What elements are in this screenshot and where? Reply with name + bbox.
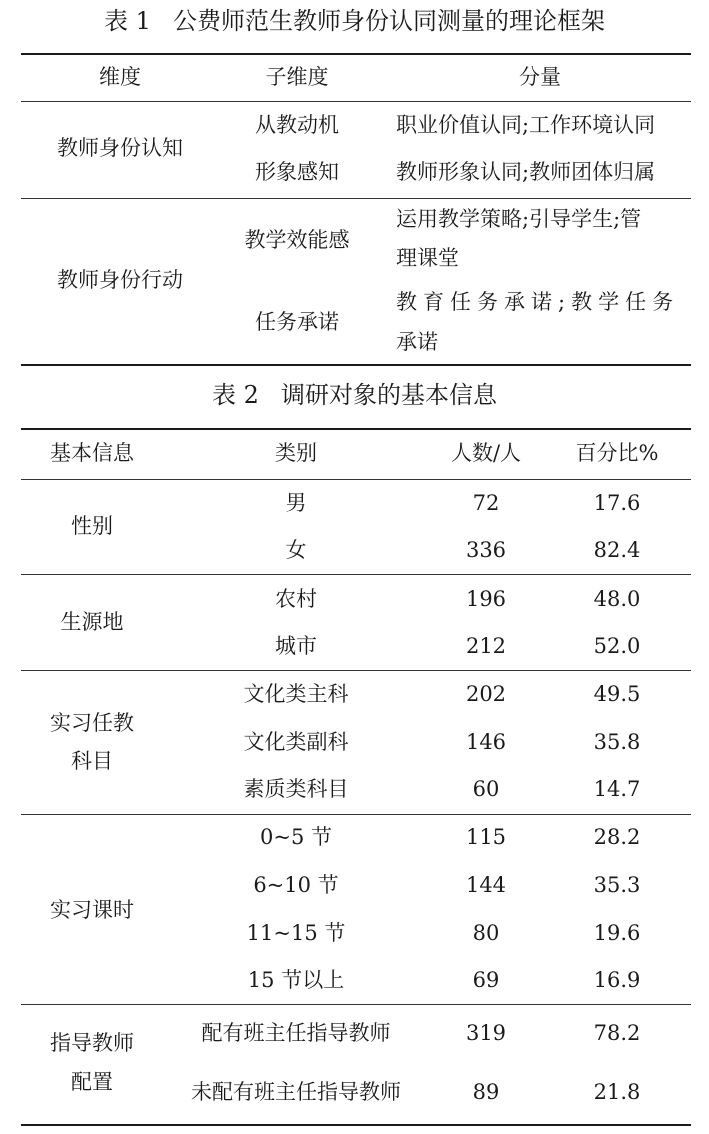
- table2-category: 文化类主科: [243, 682, 349, 706]
- table1-component-motivation: 职业价值认同;工作环境认同: [396, 113, 656, 137]
- table2-count: 69: [472, 968, 500, 992]
- table2-header-category: 类别: [275, 441, 317, 465]
- table2-count: 202: [465, 682, 507, 706]
- table2-category: 城市: [275, 634, 317, 658]
- table2-count: 336: [465, 538, 507, 562]
- table2-count: 212: [465, 634, 507, 658]
- table2-info-mentor-line2: 配置: [71, 1070, 113, 1094]
- table2-percent: 82.4: [593, 538, 641, 562]
- table1-header-dimension: 维度: [99, 65, 141, 89]
- table2-count: 196: [465, 587, 507, 611]
- table2-percent: 48.0: [593, 587, 641, 611]
- table1-sub-motivation: 从教动机: [255, 113, 339, 137]
- table2-group-rule: [21, 670, 691, 671]
- table2-count: 319: [465, 1021, 507, 1045]
- table2-info-gender: 性别: [71, 514, 113, 538]
- table2-category: 0~5 节: [260, 825, 332, 849]
- table1-caption: [0, 6, 709, 36]
- table1-header-subdimension: 子维度: [265, 65, 329, 89]
- table2-count: 72: [472, 491, 500, 515]
- table2-header-info: 基本信息: [50, 441, 134, 465]
- table2-category: 6~10 节: [253, 873, 339, 897]
- table2-caption: [0, 380, 709, 410]
- table2-top-rule: [21, 428, 691, 430]
- table2-group-rule: [21, 814, 691, 815]
- table2-category: 农村: [275, 587, 317, 611]
- table2-info-subject-line1: 实习任教: [50, 711, 134, 735]
- table1-header-rule: [21, 101, 691, 102]
- table2-group-rule: [21, 574, 691, 575]
- table2-percent: 17.6: [593, 491, 641, 515]
- table2-group-rule: [21, 1004, 691, 1005]
- table2-category: 男: [285, 491, 307, 515]
- table1-component-image: 教师形象认同;教师团体归属: [396, 160, 656, 184]
- table1-sub-image: 形象感知: [255, 160, 339, 184]
- table1-top-rule: [21, 53, 691, 55]
- table2-count: 144: [465, 873, 507, 897]
- table1-group-rule: [21, 198, 691, 199]
- table2-caption-number: 表 2: [212, 381, 259, 409]
- table1-component-efficacy-line2: 理课堂: [396, 246, 459, 270]
- table2-category: 配有班主任指导教师: [201, 1021, 391, 1045]
- table2-category: 未配有班主任指导教师: [191, 1080, 401, 1104]
- table2-count: 115: [465, 825, 507, 849]
- table2-percent: 35.3: [593, 873, 641, 897]
- table1-sub-efficacy: 教学效能感: [244, 228, 350, 252]
- table2-info-mentor-line1: 指导教师: [50, 1031, 134, 1055]
- table1-caption-number: 表 1: [104, 7, 151, 35]
- table1-header-component: 分量: [519, 65, 561, 89]
- table2-percent: 49.5: [593, 682, 641, 706]
- table2-percent: 16.9: [593, 968, 641, 992]
- table2-header-count: 人数/人: [450, 441, 522, 465]
- table1-sub-commitment: 任务承诺: [255, 310, 339, 334]
- table1-component-commitment-line1: 教育任务承诺;教学任务: [396, 290, 680, 314]
- table1-dimension-action: 教师身份行动: [57, 268, 183, 292]
- table2-percent: 35.8: [593, 730, 641, 754]
- table2-info-subject-line2: 科目: [71, 749, 113, 773]
- table2-caption-title: 调研对象的基本信息: [280, 381, 497, 409]
- table2-percent: 28.2: [593, 825, 641, 849]
- table2-percent: 52.0: [593, 634, 641, 658]
- table2-category: 女: [285, 538, 307, 562]
- table2-header-rule: [21, 479, 691, 480]
- table2-category: 文化类副科: [243, 730, 349, 754]
- table2-info-hours: 实习课时: [50, 898, 134, 922]
- table2-category: 素质类科目: [243, 777, 349, 801]
- table1-caption-title: 公费师范生教师身份认同测量的理论框架: [172, 7, 605, 35]
- table2-category: 15 节以上: [247, 968, 345, 992]
- table2-info-origin: 生源地: [60, 610, 124, 634]
- table2-bottom-rule: [21, 1124, 691, 1126]
- table2-count: 89: [472, 1080, 500, 1104]
- table2-count: 146: [465, 730, 507, 754]
- table2-percent: 19.6: [593, 921, 641, 945]
- table2-category: 11~15 节: [246, 921, 346, 945]
- table2-count: 60: [472, 777, 500, 801]
- table1-component-commitment-line2: 承诺: [396, 330, 438, 354]
- table2-count: 80: [472, 921, 500, 945]
- table2-percent: 78.2: [593, 1021, 641, 1045]
- table1-dimension-cognition: 教师身份认知: [57, 136, 183, 160]
- table1-component-efficacy-line1: 运用教学策略;引导学生;管: [396, 207, 642, 231]
- table2-percent: 21.8: [593, 1080, 641, 1104]
- table2-percent: 14.7: [593, 777, 641, 801]
- table2-header-percent: 百分比%: [575, 441, 659, 465]
- table1-bottom-rule: [21, 364, 691, 366]
